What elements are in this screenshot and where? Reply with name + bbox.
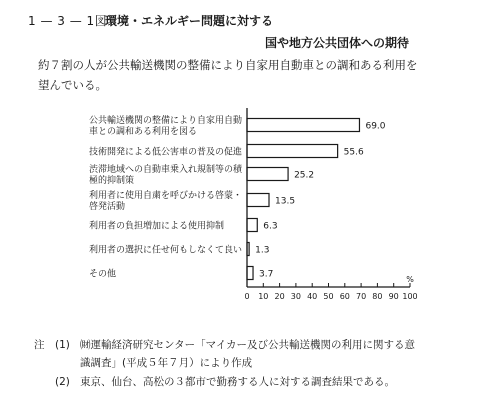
- bar-0: [247, 119, 359, 132]
- notes-label: 注: [34, 339, 45, 351]
- x-tick-label-10: 100: [402, 292, 418, 301]
- category-label-4-0: 利用者の負担増加による使用抑制: [89, 221, 225, 232]
- bar-value-label-2: 25.2: [294, 170, 315, 181]
- x-axis-unit: %: [406, 275, 414, 284]
- x-tick-label-7: 70: [356, 292, 367, 301]
- bar-value-label-4: 6.3: [263, 221, 278, 232]
- category-label-6-0: その他: [89, 269, 117, 280]
- figure-number: 1 — 3 — 1図: [28, 14, 108, 28]
- category-label-1-0: 技術開発による低公害車の普及の促進: [89, 147, 243, 158]
- bar-value-label-5: 1.3: [255, 245, 270, 256]
- bar-3: [247, 194, 269, 207]
- note2-mark: (2): [55, 376, 70, 388]
- category-label-0-0: 公共輸送機関の整備により自家用自動: [89, 116, 243, 126]
- subtitle-line1: 約７割の人が公共輸送機関の整備により自家用自動車との調和ある利用を: [38, 58, 418, 72]
- note1-line1: ㈶運輸経済研究センター「マイカー及び公共輸送機関の利用に関する意: [80, 339, 416, 351]
- note2-text: 東京、仙台、高松の３都市で勤務する人に対する調査結果である。: [80, 376, 395, 388]
- category-label-2-0: 渋滞地域への自動車乗入れ規制等の積: [89, 165, 243, 175]
- x-tick-label-2: 20: [274, 292, 285, 301]
- x-tick-label-4: 40: [307, 292, 318, 301]
- bars-group: [89, 114, 386, 280]
- x-tick-label-0: 0: [244, 292, 250, 301]
- bar-value-label-0: 69.0: [365, 121, 386, 132]
- x-tick-label-6: 60: [339, 292, 350, 301]
- category-label-2-1: 極的抑制策: [89, 176, 135, 186]
- chart-title-line2: 国や地方公共団体への期待: [265, 36, 410, 50]
- bar-6: [247, 267, 253, 280]
- bar-1: [247, 145, 338, 158]
- x-tick-label-8: 80: [372, 292, 383, 301]
- note1-line2: 識調査」(平成５年７月）により作成: [80, 357, 253, 369]
- x-tick-label-5: 50: [323, 292, 334, 301]
- note1-mark: (1): [55, 339, 70, 351]
- x-tick-label-1: 10: [258, 292, 269, 301]
- bar-2: [247, 168, 288, 181]
- bar-value-label-1: 55.6: [343, 147, 364, 158]
- bar-value-label-3: 13.5: [275, 196, 296, 207]
- subtitle-line2: 望んでいる。: [38, 78, 107, 92]
- chart-title-line1: 環境・エネルギー問題に対する: [105, 14, 274, 28]
- category-label-0-1: 車との調和ある利用を図る: [89, 127, 198, 137]
- category-label-3-0: 利用者に使用自粛を呼びかける啓蒙・: [89, 191, 243, 201]
- x-tick-label-3: 30: [290, 292, 301, 301]
- category-label-5-0: 利用者の選択に任せ何もしなくて良い: [89, 245, 243, 256]
- bar-value-label-6: 3.7: [259, 269, 274, 280]
- x-tick-label-9: 90: [388, 292, 399, 301]
- bar-4: [247, 219, 257, 232]
- category-label-3-1: 啓発活動: [89, 202, 126, 212]
